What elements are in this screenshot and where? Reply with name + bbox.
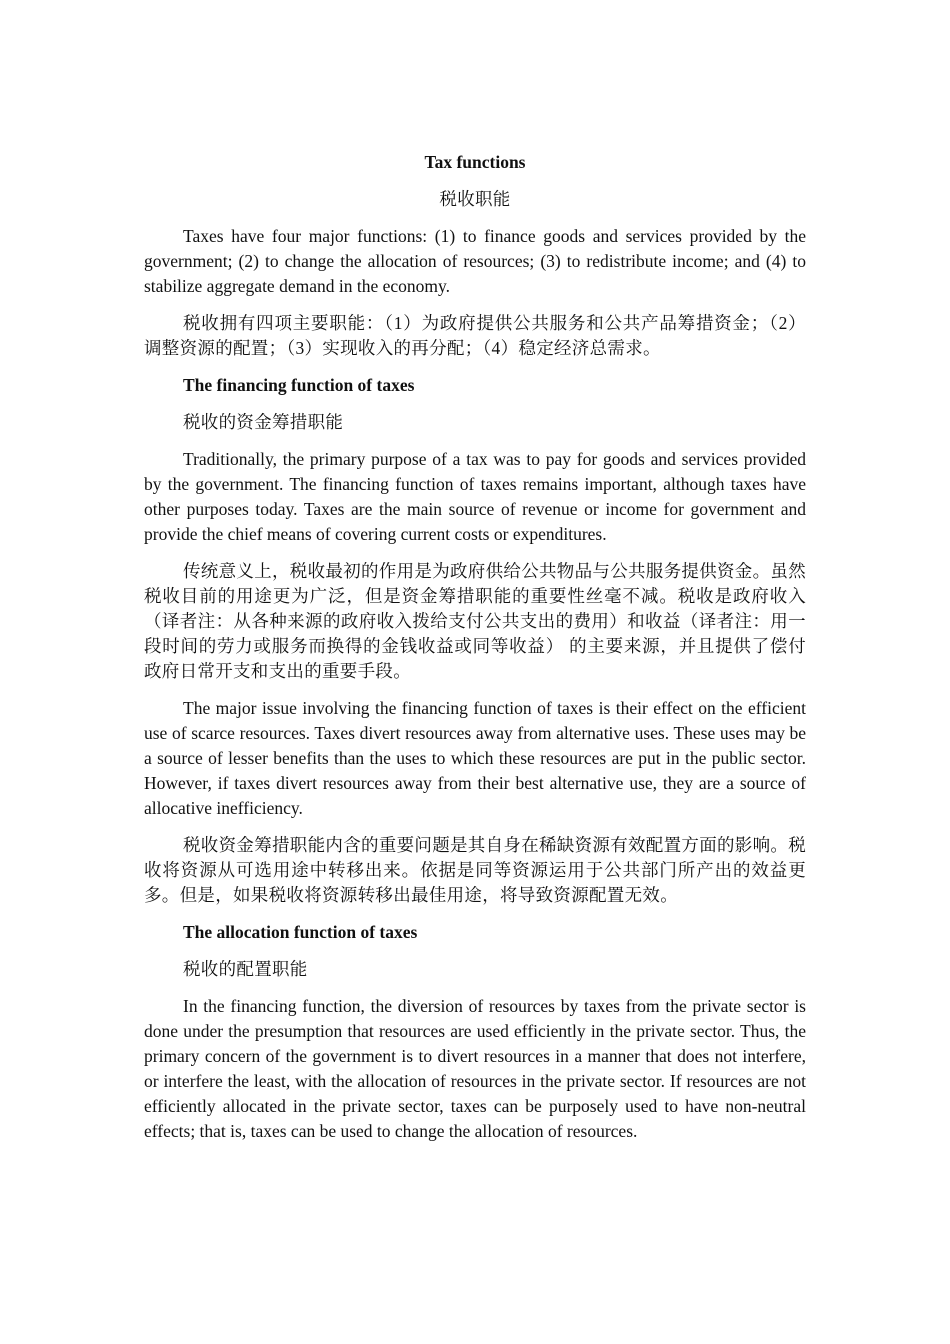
section-heading-allocation: The allocation function of taxes bbox=[183, 922, 418, 942]
page-title-chinese: 税收职能 bbox=[439, 189, 511, 209]
financing-paragraph-1-english: Traditionally, the primary purpose of a tax was to pay for goods and services provided by the government. The financing function of taxes remains important, although taxes have other purposes today. Taxes are the main source of revenue or income for government and provide the chief means of covering current costs or expenditures. bbox=[144, 449, 806, 544]
document-page bbox=[144, 150, 806, 1156]
allocation-paragraph-1-english: In the financing function, the diversion of resources by taxes from the private sector is done under the presumption that resources are used efficiently in the private sector. Thus, the primary concern of the government is to divert resources in a manner that does not interfere, or interfere the least, with the allocation of resources in the private sector. If resources are not efficiently allocated in the private sector, taxes can be purposely used to have non-neutral effects; that is, taxes can be used to change the allocation of resources. bbox=[144, 996, 806, 1141]
page-title: Tax functions bbox=[424, 152, 526, 172]
intro-paragraph-chinese: 税收拥有四项主要职能：（1）为政府提供公共服务和公共产品筹措资金；（2）调整资源的配置；（3）实现收入的再分配；（4）稳定经济总需求。 bbox=[144, 313, 806, 358]
financing-paragraph-2-chinese: 税收资金筹措职能内含的重要问题是其自身在稀缺资源有效配置方面的影响。税收将资源从可选用途中转移出来。依据是同等资源运用于公共部门所产出的效益更多。但是，如果税收将资源转移出最佳用途，将导致资源配置无效。 bbox=[144, 835, 806, 905]
section-heading-financing: The financing function of taxes bbox=[183, 375, 415, 395]
section-heading-allocation-chinese: 税收的配置职能 bbox=[183, 959, 308, 979]
section-heading-financing-chinese: 税收的资金筹措职能 bbox=[183, 412, 344, 432]
intro-paragraph-english: Taxes have four major functions: (1) to finance goods and services provided by the government; (2) to change the allocation of resources; (3) to redistribute income; and (4) to stabilize aggregate demand in the economy. bbox=[144, 226, 806, 296]
financing-paragraph-1-chinese: 传统意义上，税收最初的作用是为政府供给公共物品与公共服务提供资金。虽然税收目前的用途更为广泛，但是资金筹措职能的重要性丝毫不减。税收是政府收入（译者注：从各种来源的政府收入拨给支付公共支出的费用）和收益（译者注：用一段时间的劳力或服务而换得的金钱收益或同等收益） 的主要来源，并且提供了偿付政府日常开支和支出的重要手段。 bbox=[144, 561, 806, 681]
financing-paragraph-2-english: The major issue involving the financing function of taxes is their effect on the efficient use of scarce resources. Taxes divert resources away from alternative uses. These uses may be a source of lesser benefits than the uses to which these resources are put in the public sector. However, if taxes divert resources away from their best alternative use, they are a source of allocative inefficiency. bbox=[144, 698, 806, 818]
